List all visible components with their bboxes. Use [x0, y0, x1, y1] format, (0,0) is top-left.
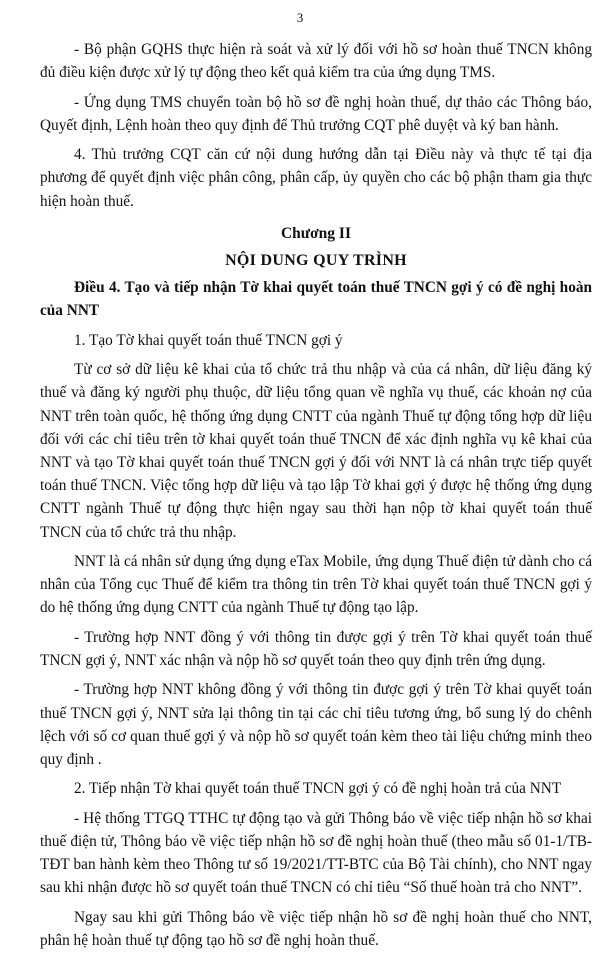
subsection-1-heading: 1. Tạo Tờ khai quyết toán thuế TNCN gợi ý [74, 331, 343, 349]
paragraph-etax-mobile: NNT là cá nhân sử dụng ứng dụng eTax Mobile, ứng dụng Thuế điện tử dành cho cá nhân của Tổng cục Thuế để kiểm tra thông tin trên Tờ khai quyết toán thuế TNCN gợi ý do hệ thống ứng dụng CNTT của ngành Thuế tự động tạo lập. [40, 553, 592, 617]
paragraph-taxpayer-agrees: - Trường hợp NNT đồng ý với thông tin được gợi ý trên Tờ khai quyết toán thuế TNCN gợi ý, NNT xác nhận và nộp hồ sơ quyết toán theo quy định trên ứng dụng. [40, 628, 592, 669]
paragraph-system-notification: - Hệ thống TTGQ TTHC tự động tạo và gửi Thông báo về việc tiếp nhận hồ sơ khai thuế điện tử, Thông báo về việc tiếp nhận hồ sơ đề nghị hoàn thuế (theo mẫu số 01-1/TB-TĐT ban hành kèm theo Thông tư số 19/2021/TT-BTC của Bộ Tài chính), cho NNT ngay sau khi nhận được hồ sơ quyết toán thuế TNCN có chỉ tiêu “Số thuế hoàn trả cho NNT”. [40, 809, 592, 897]
paragraph-gqhs-review: - Bộ phận GQHS thực hiện rà soát và xử lý đối với hồ sơ hoàn thuế TNCN không đủ điều kiện được xử lý tự động theo kết quả kiểm tra của ứng dụng TMS. [40, 41, 592, 82]
paragraph-taxpayer-disagrees: - Trường hợp NNT không đồng ý với thông tin được gợi ý trên Tờ khai quyết toán thuế TNCN gợi ý, NNT sửa lại thông tin tại các chỉ tiêu tương ứng, bổ sung lý do chênh lệch với số cơ quan thuế gợi ý và nộp hồ sơ quyết toán kèm theo tài liệu chứng minh theo quy định . [40, 681, 592, 768]
paragraph-head-of-tax-authority: 4. Thủ trưởng CQT căn cứ nội dung hướng dẫn tại Điều này và thực tế tại địa phương để quyết định việc phân công, phân cấp, ủy quyền cho các bộ phận tham gia thực hiện hoàn thuế. [40, 146, 592, 210]
document-body [40, 38, 592, 958]
article-4-heading: Điều 4. Tạo và tiếp nhận Tờ khai quyết toán thuế TNCN gợi ý có đề nghị hoàn của NNT [40, 279, 592, 320]
chapter-title: NỘI DUNG QUY TRÌNH [225, 252, 407, 269]
paragraph-tms-transfer: - Ứng dụng TMS chuyển toàn bộ hồ sơ đề nghị hoàn thuế, dự thảo các Thông báo, Quyết định, Lệnh hoàn theo quy định để Thủ trưởng CQT phê duyệt và ký ban hành. [40, 93, 592, 134]
chapter-label: Chương II [280, 224, 351, 242]
page-number: 3 [296, 10, 304, 25]
paragraph-data-aggregation: Từ cơ sở dữ liệu kê khai của tổ chức trả thu nhập và của cá nhân, dữ liệu đăng ký thuế và đăng ký người phụ thuộc, dữ liệu tổng quan về nghĩa vụ thuế, các khoản nợ của NNT trên toàn quốc, hệ thống ứng dụng CNTT của ngành Thuế tự động tổng hợp dữ liệu đối với các chỉ tiêu trên tờ khai quyết toán thuế TNCN để xác định nghĩa vụ kê khai của NNT và tạo Tờ khai quyết toán thuế TNCN gợi ý đối với NNT là cá nhân trực tiếp quyết toán thuế TNCN. Việc tổng hợp dữ liệu và tạo lập Tờ khai gợi ý được hệ thống ứng dụng CNTT ngành Thuế tự động thực hiện ngay sau thời hạn nộp tờ khai quyết toán thuế TNCN của tổ chức trả thu nhập. [40, 361, 592, 541]
subsection-2-heading: 2. Tiếp nhận Tờ khai quyết toán thuế TNCN gợi ý có đề nghị hoàn trả của NNT [74, 780, 562, 798]
paragraph-refund-dossier: Ngay sau khi gửi Thông báo về việc tiếp nhận hồ sơ đề nghị hoàn thuế cho NNT, phân hệ hoàn thuế tự động tạo hồ sơ đề nghị hoàn thuế. [40, 908, 592, 949]
